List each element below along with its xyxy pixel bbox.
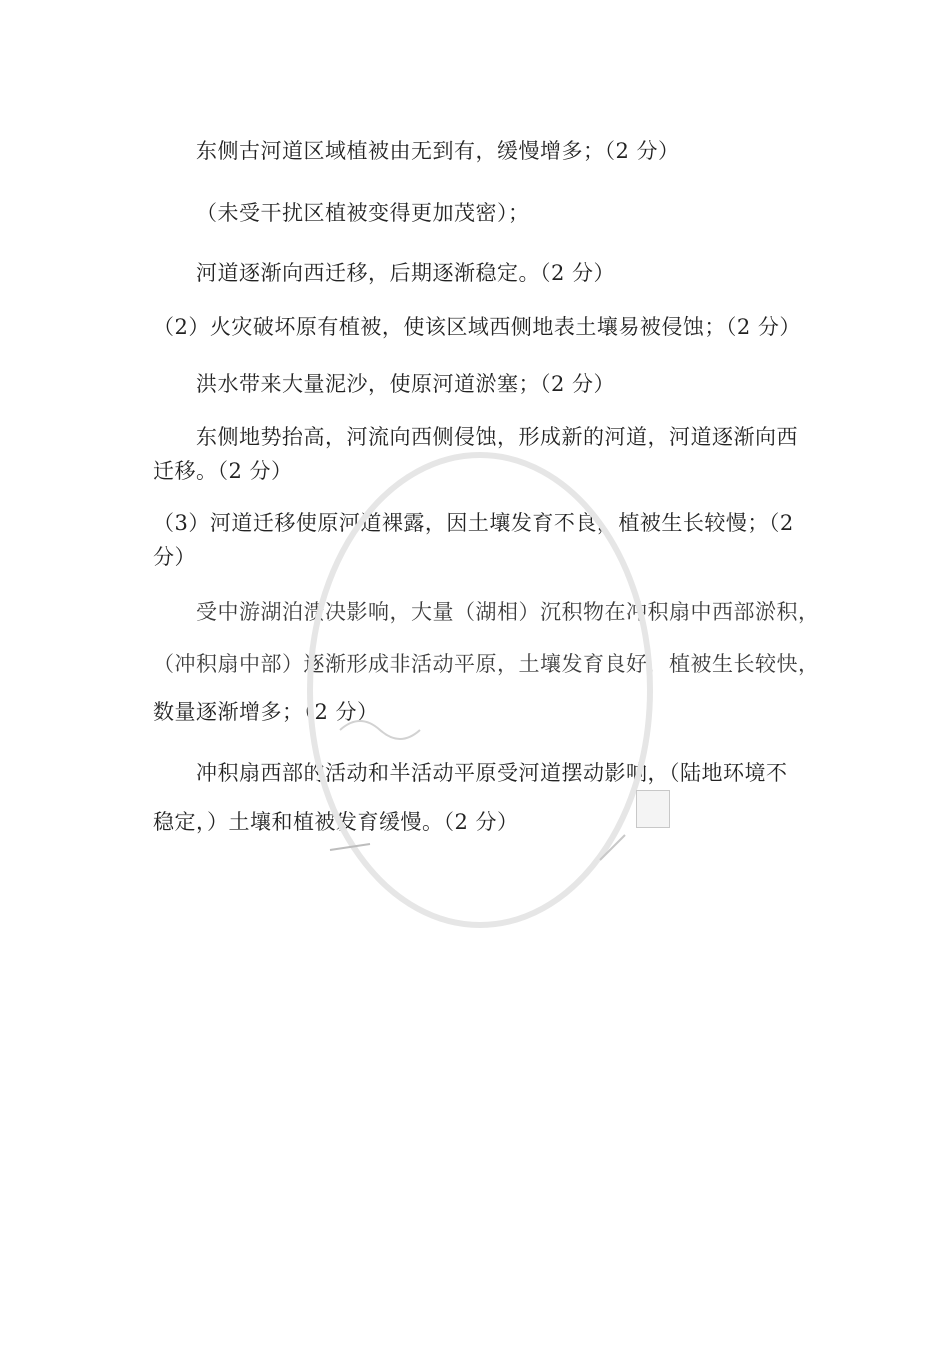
answer-line-2: （未受干扰区植被变得更加茂密）； xyxy=(196,201,530,225)
answer-line-3: 河道逐渐向西迁移，后期逐渐稳定。（2 分） xyxy=(196,261,616,285)
answer-line-9: （冲积扇中部）逐渐形成非活动平原，土壤发育良好，植被生长较快， xyxy=(153,652,820,676)
answer-line-12: 稳定，）土壤和植被发育缓慢。（2 分） xyxy=(153,810,519,834)
answer-line-4: （2）火灾破坏原有植被，使该区域西侧地表土壤易被侵蚀；（2 分） xyxy=(153,315,801,339)
stamp-mark xyxy=(636,790,670,828)
answer-line-7: （3）河道迁移使原河道裸露，因土壤发育不良，植被生长较慢；（2 分） xyxy=(153,511,794,569)
answer-line-11: 冲积扇西部的活动和半活动平原受河道摆动影响，（陆地环境不 xyxy=(196,761,788,785)
answer-line-8: 受中游湖泊溃决影响，大量（湖相）沉积物在冲积扇中西部淤积， xyxy=(196,600,820,624)
answer-line-6: 东侧地势抬高，河流向西侧侵蚀，形成新的河道，河道逐渐向西迁移。（2 分） xyxy=(153,425,798,483)
answer-line-10: 数量逐渐增多；（2 分） xyxy=(153,700,379,724)
answer-line-1: 东侧古河道区域植被由无到有，缓慢增多；（2 分） xyxy=(196,139,680,163)
answer-line-5: 洪水带来大量泥沙，使原河道淤塞；（2 分） xyxy=(196,372,616,396)
